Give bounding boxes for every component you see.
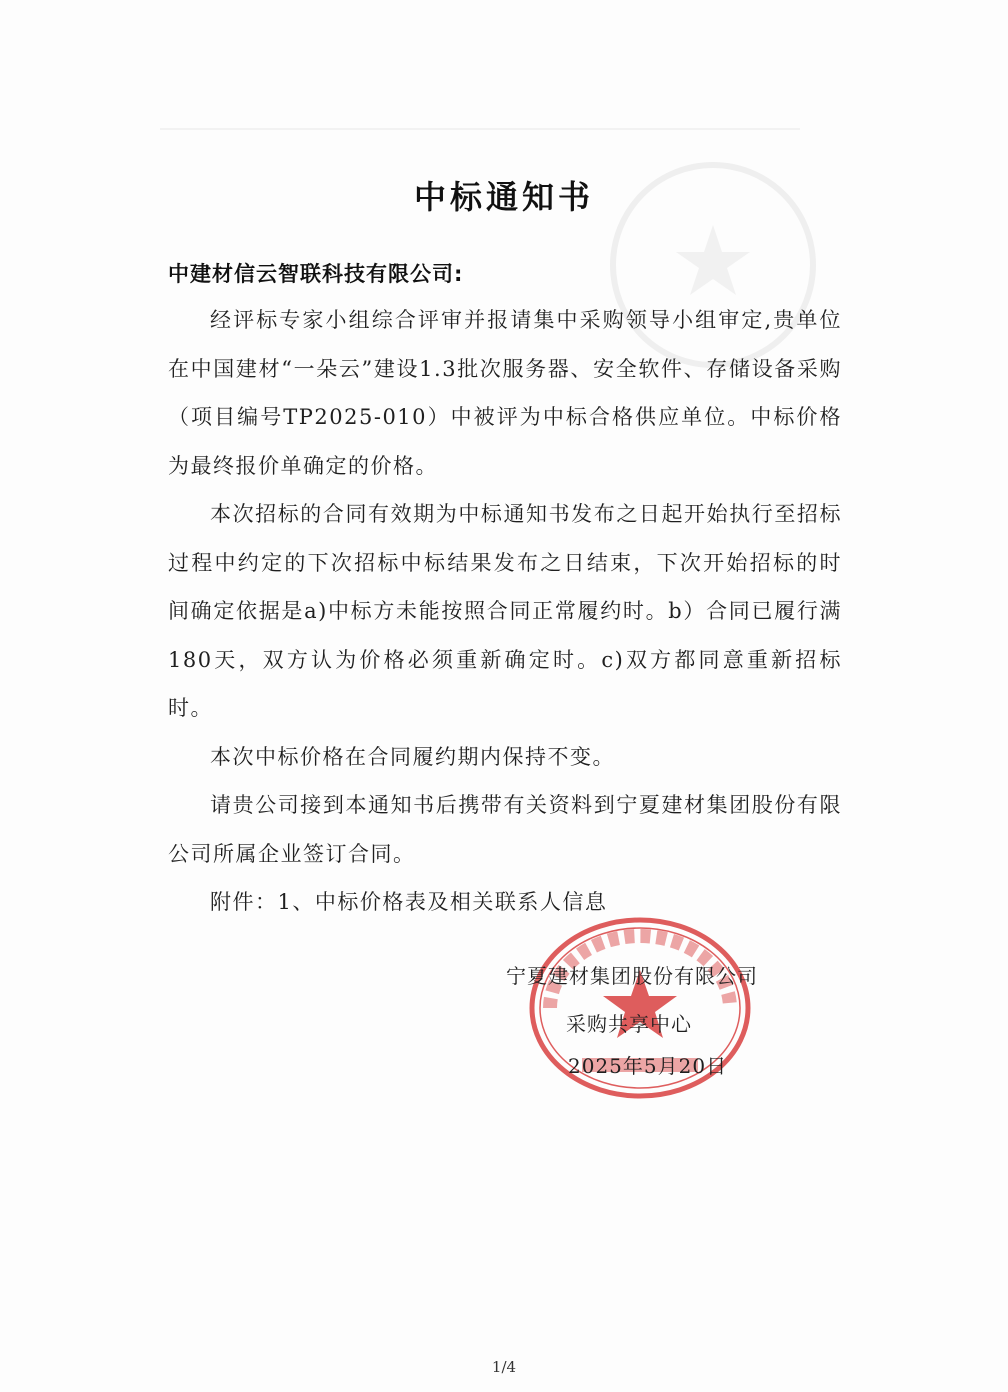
document-body	[168, 296, 842, 927]
page-number: 1/4	[491, 1358, 517, 1376]
signature-company: 宁夏建材集团股份有限公司	[506, 964, 758, 988]
paragraph-price-fixed: 本次中标价格在合同履约期内保持不变。	[210, 744, 615, 769]
faint-header-line	[160, 128, 800, 130]
signature-department: 采购共享中心	[566, 1012, 692, 1036]
signature-date: 2025年5月20日	[568, 1054, 728, 1078]
paragraph-contract-validity: 本次招标的合同有效期为中标通知书发布之日起开始执行至招标过程中约定的下次招标中标结果发布之日结束，下次开始招标的时间确定依据是a)中标方未能按照合同正常履约时。b）合同已履行满180天，双方认为价格必须重新确定时。c)双方都同意重新招标时。	[168, 502, 842, 720]
recipient-line: 中建材信云智联科技有限公司:	[168, 262, 464, 286]
paragraph-attachment: 附件：1、中标价格表及相关联系人信息	[210, 890, 608, 914]
paragraph-award-notice: 经评标专家小组综合评审并报请集中采购领导小组审定,贵单位在中国建材“一朵云”建设1.3批次服务器、安全软件、存储设备采购（项目编号TP2025-010）中被评为中标合格供应单位。中标价格为最终报价单确定的价格。	[168, 308, 842, 478]
paragraph-sign-contract: 请贵公司接到本通知书后携带有关资料到宁夏建材集团股份有限公司所属企业签订合同。	[168, 793, 842, 866]
document-title: 中标通知书	[413, 178, 594, 216]
